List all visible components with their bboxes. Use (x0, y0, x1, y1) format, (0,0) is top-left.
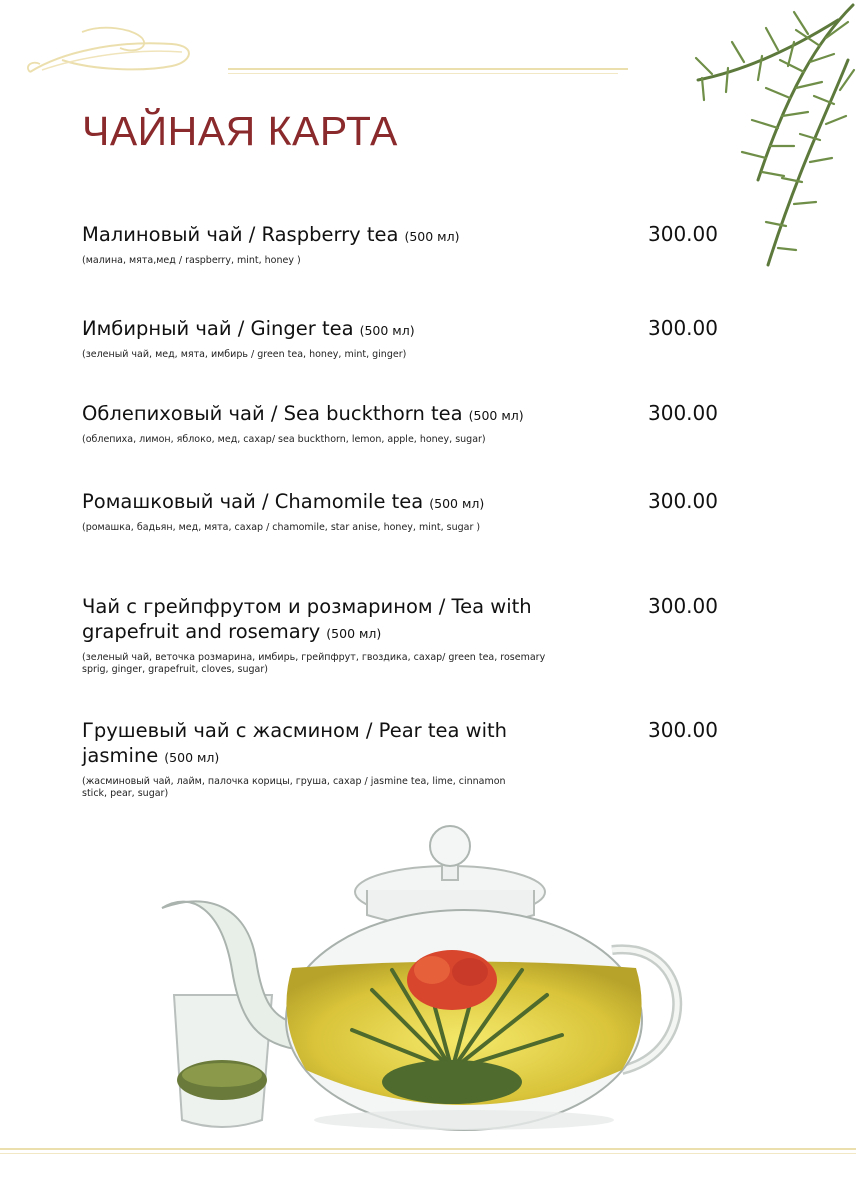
menu-item-name: Ромашковый чай / Chamomile tea (82, 490, 424, 513)
bottom-divider-thin (0, 1153, 856, 1154)
menu-item-volume: (500 мл) (404, 229, 460, 244)
menu-item-price: 300.00 (648, 222, 718, 246)
menu-item-description: (малина, мята,мед / raspberry, mint, honey ) (82, 255, 301, 266)
menu-item-name-row (82, 594, 552, 646)
glass-teapot-icon (152, 820, 712, 1140)
menu-title: ЧАЙНАЯ КАРТА (82, 108, 398, 154)
menu-item (82, 316, 732, 361)
menu-item-name-row (82, 316, 562, 343)
menu-item (82, 489, 732, 534)
menu-item-name: Малиновый чай / Raspberry tea (82, 223, 399, 246)
menu-item-name: Облепиховый чай / Sea buckthorn tea (82, 402, 463, 425)
menu-item (82, 718, 732, 800)
menu-item-name: Грушевый чай с жасмином / Pear tea with jasmine (82, 719, 508, 767)
menu-item-name-row (82, 401, 642, 428)
menu-item-volume: (500 мл) (468, 408, 524, 423)
menu-item-price: 300.00 (648, 594, 718, 618)
menu-item-volume: (500 мл) (359, 323, 415, 338)
menu-item-price: 300.00 (648, 316, 718, 340)
menu-item-price: 300.00 (648, 401, 718, 425)
menu-item-price: 300.00 (648, 489, 718, 513)
menu-item (82, 222, 732, 267)
menu-item-description: (жасминовый чай, лайм, палочка корицы, груша, сахар / jasmine tea, lime, cinnamon stick, pear, sugar) (82, 776, 506, 799)
top-divider-thin (228, 73, 618, 74)
menu-item-description: (зеленый чай, мед, мята, имбирь / green tea, honey, mint, ginger) (82, 349, 407, 360)
menu-item-description: (ромашка, бадьян, мед, мята, сахар / chamomile, star anise, honey, mint, sugar ) (82, 522, 481, 533)
menu-item-name-row (82, 222, 562, 249)
top-divider (228, 68, 628, 70)
menu-item-volume: (500 мл) (429, 496, 485, 511)
menu-item-name: Чай с грейпфрутом и розмарином / Tea with grapefruit and rosemary (82, 595, 532, 643)
menu-item-volume: (500 мл) (326, 626, 382, 641)
menu-item-description: (зеленый чай, веточка розмарина, имбирь, грейпфрут, гвоздика, сахар/ green tea, rosemary sprig, ginger, grapefruit, cloves, sugar) (82, 652, 546, 675)
bottom-divider (0, 1148, 856, 1150)
menu-item-name: Имбирный чай / Ginger tea (82, 317, 354, 340)
menu-item (82, 401, 732, 446)
menu-item-volume: (500 мл) (164, 750, 220, 765)
menu-item-description: (облепиха, лимон, яблоко, мед, сахар/ sea buckthorn, lemon, apple, honey, sugar) (82, 434, 486, 445)
menu-item-price: 300.00 (648, 718, 718, 742)
menu-item-name-row (82, 718, 522, 770)
menu-item (82, 594, 732, 676)
ornament-swirl-icon (22, 22, 197, 82)
menu-item-name-row (82, 489, 562, 516)
